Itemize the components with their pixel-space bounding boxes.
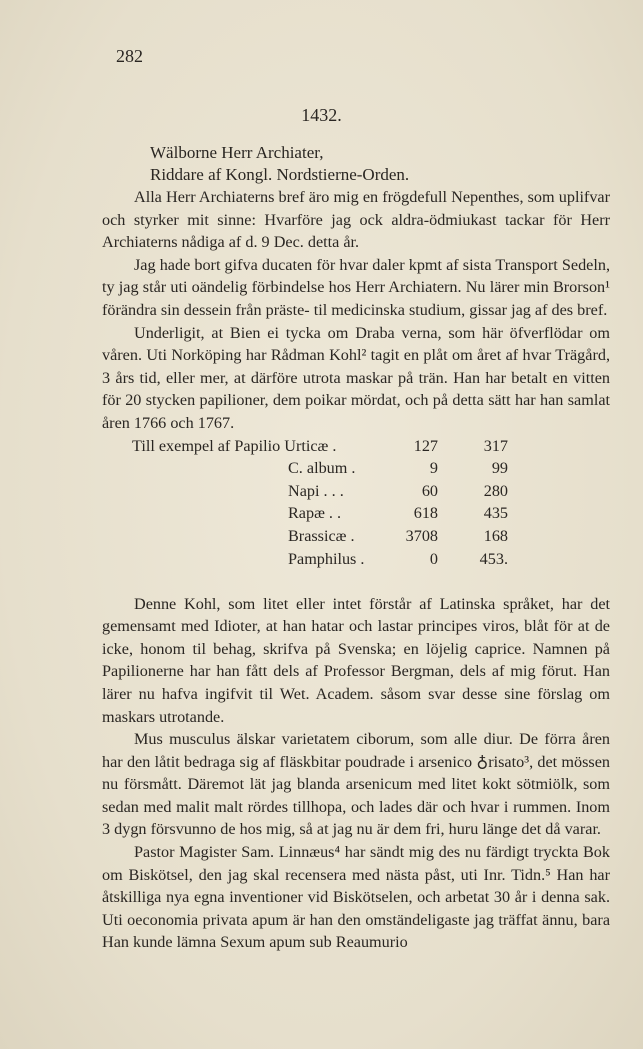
letter-body [102,186,610,954]
paragraph: Underligit, at Bien ei tycka om Draba verna, som här öfverflödar om våren. Uti Norköping har Rådman Kohl² tagit en plåt om året af hvar Trägård, 3 års tid, eller mer, at därföre utrota maskar på trän. Han har betalt en vitten för 20 stycken papilioner, dem poikar mördat, och på detta sätt har han samlat åren 1766 och 1767. [102,323,610,432]
count-1767: 317 [483,436,508,455]
paragraph: Denne Kohl, som litet eller intet förstår af Latinska språket, har det gemensamt med Idioter, at han hatar och lastar principes viros, blåt för at de icke, honom til behag, skrifva på Svenska; en löjelig caprice. Namnen på Papilionerne har han fått dels af Professor Bergman, dels af mig förut. Han lärer nu hafva ingifvit til Wet. Academ. såsom svar desse sine förslag om maskars utrotande. [102,594,610,726]
salutation-line-2: Riddare af Kongl. Nordstierne-Orden. [150,165,410,184]
count-1766: 0 [429,549,438,568]
count-1767: 280 [483,481,508,500]
table-row [102,480,610,503]
count-1766: 9 [429,459,438,478]
salutation [150,142,409,186]
count-1767: 168 [483,526,508,545]
butterfly-count-table [102,435,610,593]
count-1767: 453. [479,549,508,568]
count-1766: 60 [421,481,438,500]
paragraph: Pastor Magister Sam. Linnæus⁴ har sändt mig des nu färdigt tryckta Bok om Biskötsel, den jag skal recensera med nästa påst, uti Inr. Tidn.⁵ Han har åtskilliga nya egna inventioner vid Biskötselen, och arbetat 30 år i denna sak. Uti oeconomia privata apum är han den omständeligaste jag träffat ännu, bara Han kunde lämna Sexum apum sub Reaumurio [102,843,610,952]
count-1767: 99 [491,459,508,478]
paragraph: Alla Herr Archiaterns bref äro mig en frögdefull Nepenthes, som uplifvar och styrker mit sinne: Hvarföre jag ock aldra-ödmiukast tackar för Herr Archiaterns nådiga af d. 9 Dec. detta år. [102,188,610,252]
paragraph: Mus musculus älskar varietatem ciborum, som alle diur. De förra åren har den låtit bedraga sig af fläskbitar poudrade i arsenico ♁risato³, det mössen nu försmått. Däremot lät jag blanda arsenicum med litet kokt sötmiölk, som sedan med malit malt rördes tillhopa, och lades där och hvar i rummen. Inom 3 dygn försvunno de hos mig, så at jag nu är dem fri, huru länge det då varar. [102,730,610,839]
species-label: Rapæ . . [288,504,342,523]
table-row [102,525,610,548]
paragraph: Jag hade bort gifva ducaten för hvar daler kpmt af sista Transport Sedeln, ty jag står uti oändelig förbindelse hos Herr Archiatern. Nu lärer min Brorson¹ förändra sin dessein från präste- til medicinska studium, gissar jag af des bref. [102,255,610,319]
letter-number: 1432. [301,105,342,125]
salutation-line-1: Wälborne Herr Archiater, [150,143,324,162]
count-1766: 3708 [405,526,438,545]
table-row [102,457,610,480]
count-1766: 127 [413,436,438,455]
species-label: Pamphilus . [288,549,365,568]
table-row [102,435,610,458]
table-row [102,502,610,525]
species-label: Brassicæ . [288,526,355,545]
species-label: Till exempel af Papilio Urticæ . [132,436,337,455]
species-label: Napi . . . [288,481,344,500]
table-row [102,548,610,571]
count-1766: 618 [413,504,438,523]
count-1767: 435 [483,504,508,523]
page-number: 282 [116,46,143,66]
species-label: C. album . [288,459,356,478]
